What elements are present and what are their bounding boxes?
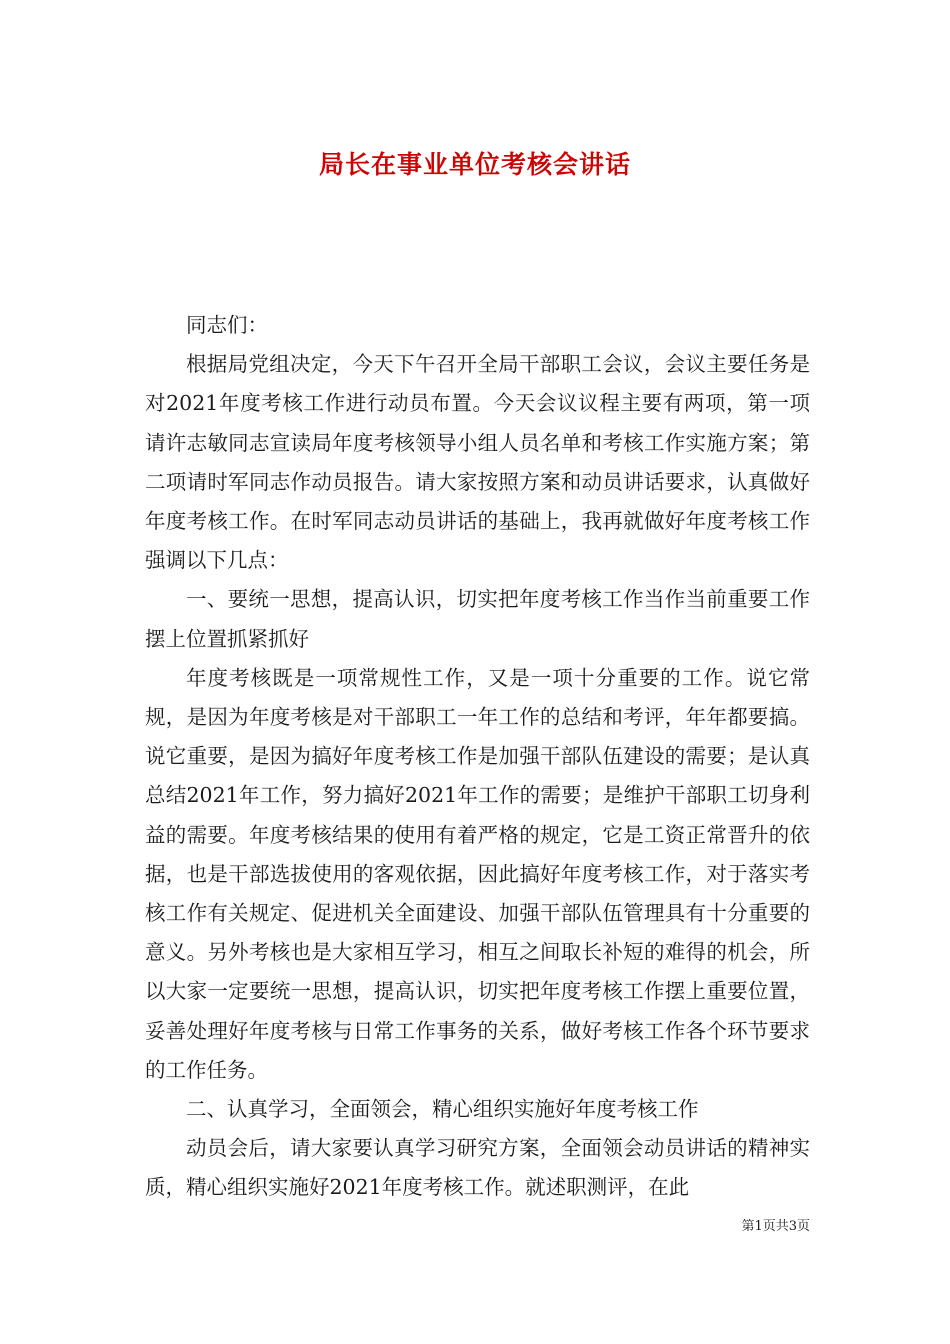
paragraph: 年度考核既是一项常规性工作，又是一项十分重要的工作。说它常规，是因为年度考核是对干部职工一年工作的总结和考评，年年都要搞。说它重要，是因为搞好年度考核工作是加强干部队伍建设的需要；是认真总结2021年工作，努力搞好2021年工作的需要；是维护干部职工切身利益的需要。年度考核结果的使用有着严格的规定，它是工资正常晋升的依据，也是干部选拔使用的客观依据，因此搞好年度考核工作，对于落实考核工作有关规定、促进机关全面建设、加强干部队伍管理具有十分重要的意义。另外考核也是大家相互学习，相互之间取长补短的难得的机会，所以大家一定要统一思想，提高认识，切实把年度考核工作摆上重要位置，妥善处理好年度考核与日常工作事务的关系，做好考核工作各个环节要求的工作任务。	[145, 665, 810, 1082]
document-title: 局长在事业单位考核会讲话	[318, 149, 631, 179]
section-heading: 一、要统一思想，提高认识，切实把年度考核工作当作当前重要工作摆上位置抓紧抓好	[145, 587, 810, 651]
section-heading: 二、认真学习，全面领会，精心组织实施好年度考核工作	[186, 1097, 699, 1122]
paragraph: 根据局党组决定，今天下午召开全局干部职工会议，会议主要任务是对2021年度考核工作进行动员布置。今天会议议程主要有两项，第一项请许志敏同志宣读局年度考核领导小组人员名单和考核工作实施方案；第二项请时军同志作动员报告。请大家按照方案和动员讲话要求，认真做好年度考核工作。在时军同志动员讲话的基础上，我再就做好年度考核工作强调以下几点：	[145, 352, 810, 573]
paragraph: 动员会后，请大家要认真学习研究方案，全面领会动员讲话的精神实质，精心组织实施好2021年度考核工作。就述职测评，在此	[145, 1136, 810, 1200]
document-body	[145, 306, 810, 1208]
page-number: 第1页共3页	[741, 1219, 810, 1234]
greeting: 同志们：	[186, 313, 268, 337]
